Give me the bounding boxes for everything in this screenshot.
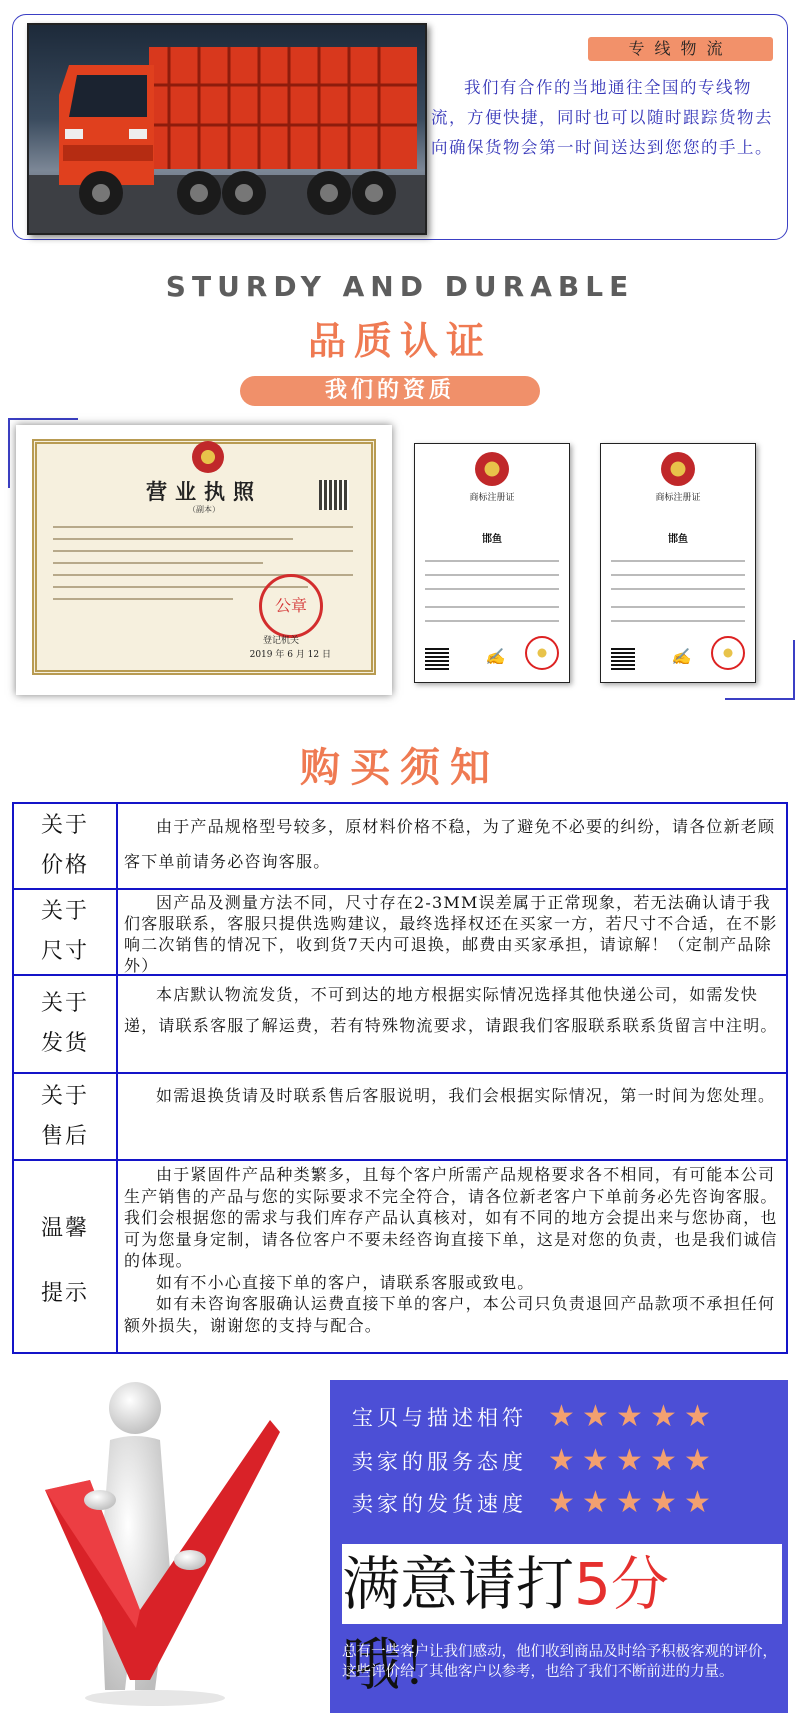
slogan-score: 5分 xyxy=(574,1550,669,1618)
row-paragraph: 如需退换货请及时联系售后客服说明，我们会根据实际情况，第一时间为您处理。 xyxy=(156,1086,776,1105)
row-paragraph: 由于紧固件产品种类繁多，且每个客户所需产品规格要求各不相同，有可能本公司生产销售的产品与您的实际要求不完全符合，请各位新老客户下单前务必先咨询客服。我们会根据您的需求与我们库存产品认真核对，如有不同的地方会提出来与您协商，也可为您量身定制，请各位客户不要未经咨询直接下单，这是对您的负责，也是我们诚信的体现。 xyxy=(124,1165,778,1270)
row-paragraph: 如有不小心直接下单的客户，请联系客服或致电。 xyxy=(156,1272,535,1292)
logistics-description: 我们有合作的当地通往全国的专线物流，方便快捷，同时也可以随时跟踪货物去向确保货物会第一时间送达到您您的手上。 xyxy=(431,78,773,157)
star-icon: ★ xyxy=(650,1485,677,1520)
logistics-tag: 专线物流 xyxy=(588,37,773,61)
seal-icon xyxy=(525,636,559,670)
truck-illustration xyxy=(29,25,427,235)
registration-authority: 登记机关 xyxy=(262,636,299,646)
row-paragraph: 如有未咨询客服确认运费直接下单的客户，本公司只负责退回产品款项不承担任何额外损失，谢谢您的支持与配合。 xyxy=(124,1294,776,1335)
notice-row-price xyxy=(14,804,786,890)
rating-label: 卖家的服务态度 xyxy=(352,1450,527,1474)
row-label xyxy=(14,804,118,888)
national-emblem-icon xyxy=(661,452,695,486)
license-date: 2019 年 6 月 12 日 xyxy=(249,650,331,660)
row-paragraph: 本店默认物流发货，不可到达的地方根据实际情况选择其他快递公司，如需发快递，请联系客服了解运费，若有特殊物流要求，请跟我们客服联系联系货留言中注明。 xyxy=(124,985,778,1035)
star-icon: ★ xyxy=(582,1399,609,1434)
person-with-checkmark-icon xyxy=(40,1380,290,1710)
row-label-line-1: 关于 xyxy=(40,1083,89,1109)
slogan-part-3: 哦！ xyxy=(342,1630,459,1698)
rating-panel xyxy=(330,1380,788,1713)
checkmark-figure xyxy=(40,1380,290,1710)
trademark-title: 商标注册证 xyxy=(655,493,701,503)
star-icon: ★ xyxy=(616,1399,643,1434)
row-label-line-2: 售后 xyxy=(40,1123,89,1149)
row-label xyxy=(14,1074,118,1159)
star-icon: ★ xyxy=(582,1443,609,1478)
star-icon: ★ xyxy=(684,1443,711,1478)
row-label-line-1: 温馨 xyxy=(40,1216,89,1242)
qr-code-icon xyxy=(425,646,449,670)
trademark-title: 商标注册证 xyxy=(469,493,515,503)
row-label-line-2: 提示 xyxy=(40,1280,89,1306)
row-text xyxy=(118,1074,786,1159)
notice-row-after-sales xyxy=(14,1074,786,1161)
row-label-line-1: 关于 xyxy=(40,899,89,924)
row-text xyxy=(118,1161,786,1352)
notice-row-tips xyxy=(14,1161,786,1352)
rating-note: 总有一些客户让我们感动，他们收到商品及时给予积极客观的评价，这些评价给了其他客户以参考，也给了我们不断前进的力量。 xyxy=(342,1644,777,1680)
license-subtitle: （副本） xyxy=(188,505,220,514)
star-icon: ★ xyxy=(548,1399,575,1434)
star-icon: ★ xyxy=(616,1443,643,1478)
license-frame xyxy=(32,439,376,675)
row-label xyxy=(14,1161,118,1352)
qualification-pill: 我们的资质 xyxy=(240,376,540,406)
row-text xyxy=(118,804,786,888)
row-text xyxy=(118,890,786,974)
english-heading: STURDY AND DURABLE xyxy=(165,270,635,303)
rating-row-description xyxy=(352,1399,718,1434)
license-title: 营业执照 xyxy=(146,479,262,504)
trademark-certificate-1 xyxy=(414,443,570,683)
row-label-line-2: 价格 xyxy=(40,853,89,878)
trademark-name: 邯鱼 xyxy=(668,534,688,545)
star-icon: ★ xyxy=(582,1485,609,1520)
rating-row-delivery xyxy=(352,1485,718,1520)
row-label xyxy=(14,976,118,1072)
rating-row-service xyxy=(352,1443,718,1478)
star-icon: ★ xyxy=(684,1485,711,1520)
signature-mark: ✍ xyxy=(671,647,691,666)
quality-title: 品质认证 xyxy=(307,318,492,363)
row-label-line-1: 关于 xyxy=(40,991,89,1016)
notice-title: 购买须知 xyxy=(300,744,500,791)
seal-icon xyxy=(711,636,745,670)
truck-image xyxy=(27,23,427,235)
trademark-name: 邯鱼 xyxy=(482,534,502,545)
notice-table xyxy=(12,802,788,1354)
row-label-line-2: 尺寸 xyxy=(40,939,89,964)
row-paragraph: 由于产品规格型号较多，原材料价格不稳，为了避免不必要的纠纷，请各位新老顾客下单前请务必咨询客服。 xyxy=(124,817,776,871)
star-icon: ★ xyxy=(650,1399,677,1434)
national-emblem-icon xyxy=(192,441,224,473)
star-icon: ★ xyxy=(616,1485,643,1520)
slogan-part-1: 满意请打 xyxy=(342,1550,575,1618)
star-icon: ★ xyxy=(650,1443,677,1478)
rating-label: 宝贝与描述相符 xyxy=(352,1406,527,1430)
rating-label: 卖家的发货速度 xyxy=(352,1492,527,1516)
row-label-line-2: 发货 xyxy=(40,1031,89,1056)
star-icon: ★ xyxy=(548,1485,575,1520)
notice-row-shipping xyxy=(14,976,786,1074)
row-label-line-1: 关于 xyxy=(40,813,89,838)
logistics-panel xyxy=(12,14,788,240)
notice-row-size xyxy=(14,890,786,976)
row-text xyxy=(118,976,786,1072)
national-emblem-icon xyxy=(475,452,509,486)
star-icon: ★ xyxy=(684,1399,711,1434)
business-license xyxy=(16,425,392,695)
star-icon: ★ xyxy=(548,1443,575,1478)
qr-code-icon xyxy=(611,646,635,670)
official-stamp: 公章 xyxy=(259,574,323,638)
row-label xyxy=(14,890,118,974)
signature-mark: ✍ xyxy=(485,647,505,666)
trademark-certificate-2 xyxy=(600,443,756,683)
row-paragraph: 因产品及测量方法不同，尺寸存在2-3MM误差属于正常现象，若无法确认请于我们客服联系，客服只提供选购建议，最终选择权还在买家一方，若尺寸不合适，在不影响二次销售的情况下，收到货7天内可退换，邮费由买家承担，请谅解！（定制产品除外） xyxy=(124,893,778,975)
